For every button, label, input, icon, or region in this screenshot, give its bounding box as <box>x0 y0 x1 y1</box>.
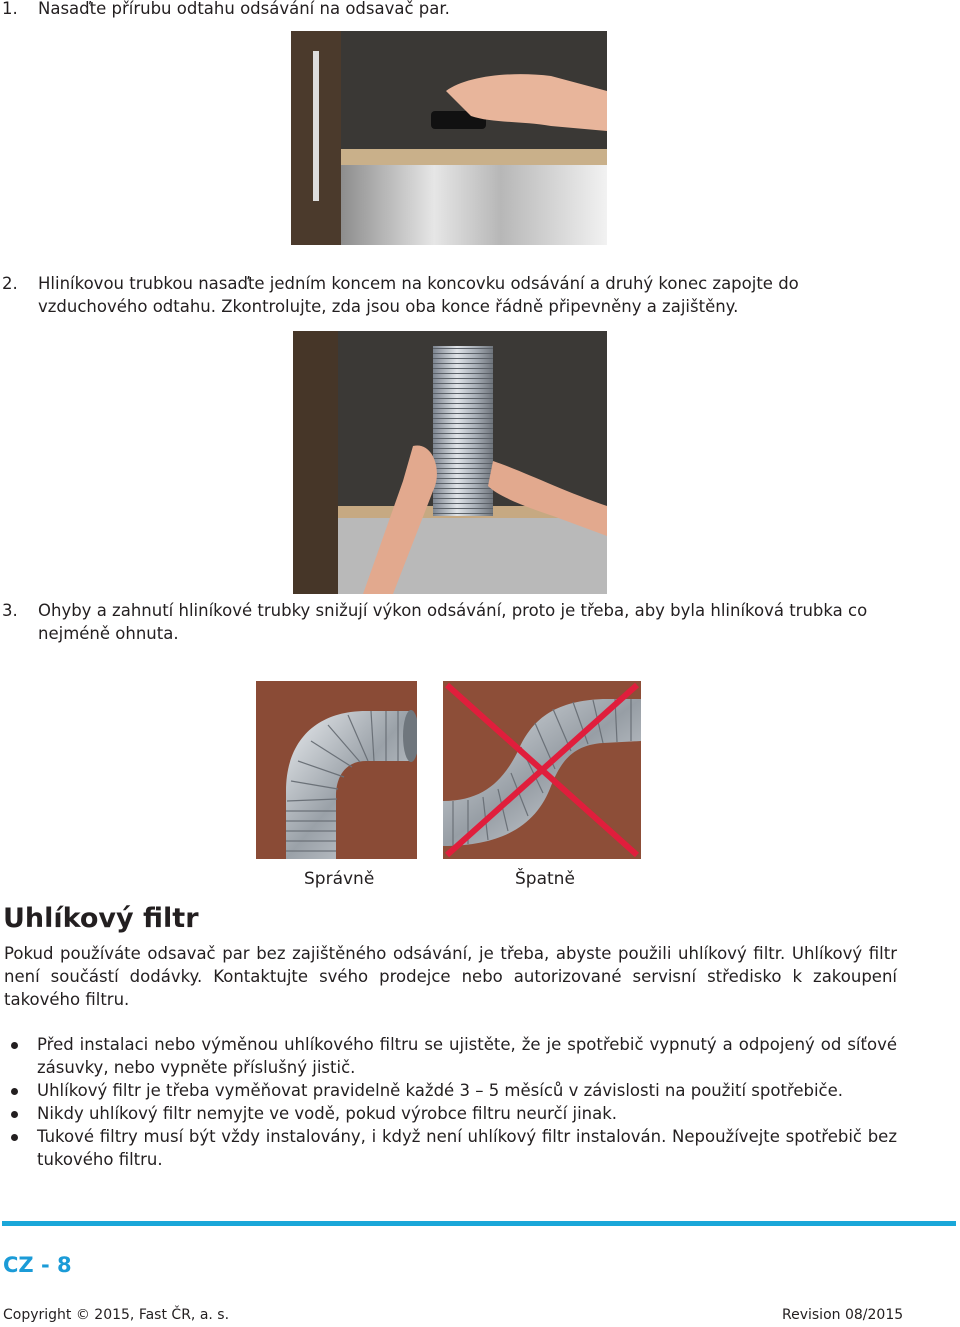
copyright: Copyright © 2015, Fast ČR, a. s. <box>3 1307 230 1323</box>
bullet-icon <box>11 1134 18 1141</box>
step-text: Ohyby a zahnutí hliníkové trubky snižují výkon odsávání, proto je třeba, aby byla hliníková trubka co nejméně ohnuta. <box>38 601 868 643</box>
list-item <box>3 1125 897 1171</box>
list-item <box>3 1079 897 1102</box>
revision-label: Revision <box>782 1307 841 1323</box>
step-3 <box>0 599 900 645</box>
step-text: Nasaďte přírubu odtahu odsávání na odsavač par. <box>38 0 450 18</box>
photo-correct-bend <box>256 681 417 859</box>
list-item <box>3 1033 897 1079</box>
section-title: Uhlíkový filtr <box>3 903 199 934</box>
page-number: CZ - 8 <box>3 1253 72 1277</box>
caption-wrong: Špatně <box>515 869 575 889</box>
revision-date: 08/2015 <box>844 1307 904 1323</box>
step-number: 3. <box>2 601 18 620</box>
caption-correct: Správně <box>304 869 375 889</box>
step-number: 2. <box>2 274 18 293</box>
list-item-text: Uhlíkový filtr je třeba vyměňovat pravidelně každé 3 – 5 měsíců v závislosti na použití spotřebiče. <box>37 1081 844 1100</box>
step-2 <box>0 272 900 318</box>
photo-wrong-bend <box>443 681 641 859</box>
bullet-icon <box>11 1111 18 1118</box>
bullet-icon <box>11 1088 18 1095</box>
section-paragraph: Pokud používáte odsavač par bez zajištěného odsávání, je třeba, abyste použili uhlíkový filtr. Uhlíkový filtr není součástí dodávky. Kontaktujte svého prodejce nebo autorizované servisní středisko k zakoupení takového filtru. <box>4 944 897 1009</box>
list-item-text: Nikdy uhlíkový filtr nemyjte ve vodě, pokud výrobce filtru neurčí jinak. <box>37 1104 618 1123</box>
footer-rule <box>2 1221 956 1226</box>
list-item-text: Tukové filtry musí být vždy instalovány, i když není uhlíkový filtr instalován. Nepoužívejte spotřebič bez tukového filtru. <box>37 1127 897 1169</box>
step-text: Hliníkovou trubkou nasaďte jedním koncem na koncovku odsávání a druhý konec zapojte do vzduchového odtahu. Zkontrolujte, zda jsou oba konce řádně připevněny a zajištěny. <box>38 274 799 316</box>
list-item <box>3 1102 897 1125</box>
list-item-text: Před instalaci nebo výměnou uhlíkového filtru se ujistěte, že je spotřebič vypnutý a odpojený od síťové zásuvky, nebo vypněte příslušný jistič. <box>37 1035 897 1077</box>
step-number: 1. <box>2 0 18 18</box>
photo-tube-installation <box>293 331 607 594</box>
bullet-icon <box>11 1042 18 1049</box>
step-1 <box>0 0 900 20</box>
bullet-list <box>3 1033 897 1171</box>
photo-flange-installation <box>291 31 607 245</box>
revision <box>782 1305 903 1325</box>
